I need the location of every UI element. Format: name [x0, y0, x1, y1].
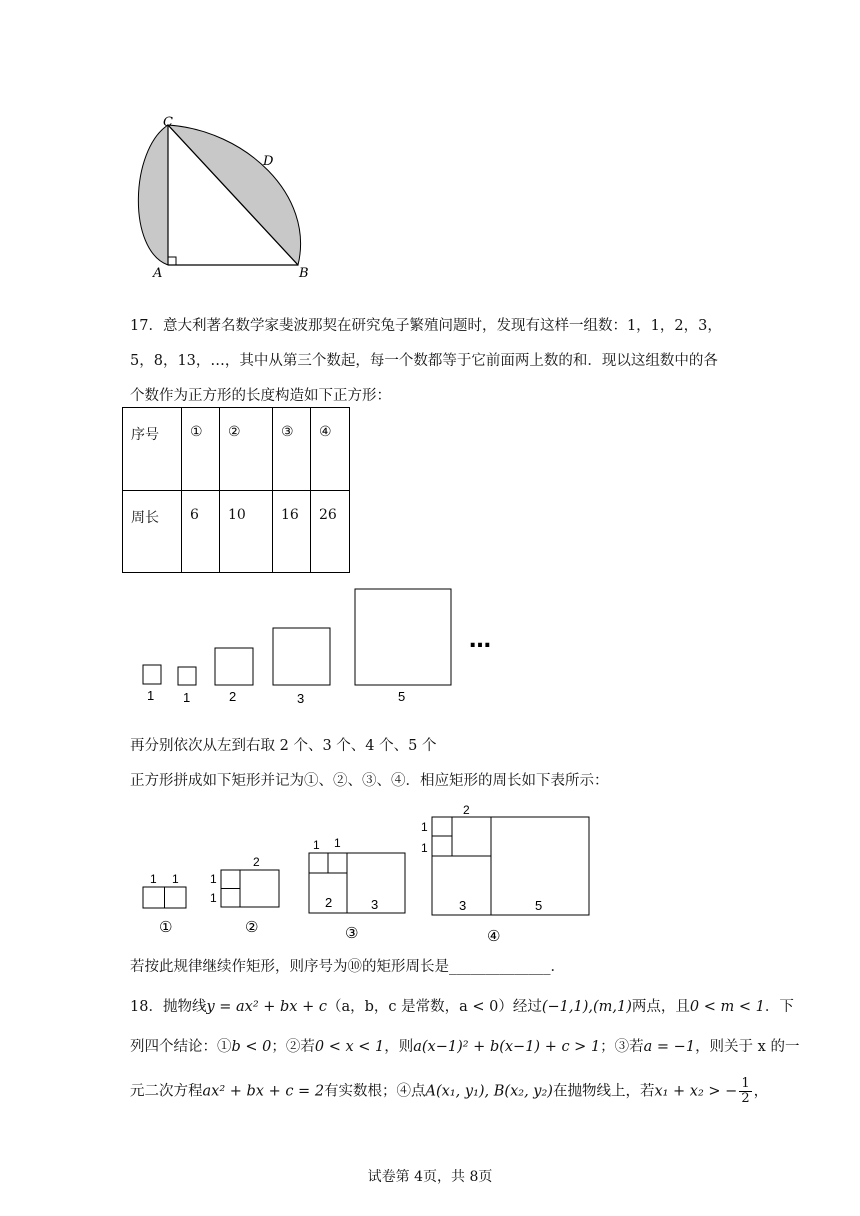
rect-label: 1: [313, 838, 320, 852]
rect-label: 1: [172, 872, 179, 886]
rect-2: [210, 855, 279, 936]
rect-label: 5: [535, 898, 543, 913]
square-label: 5: [398, 689, 406, 704]
label-a: A: [153, 266, 163, 281]
table-cell: ③: [273, 408, 311, 491]
rect-caption: ③: [345, 924, 359, 942]
q18-math: b < 0: [231, 1039, 272, 1055]
q18-line3: [130, 1077, 768, 1106]
rect-caption: ④: [487, 927, 501, 945]
triangle-arc-figure: [125, 110, 325, 295]
rect-label: 1: [210, 891, 217, 905]
table-cell: 周长: [123, 491, 182, 573]
rect-caption: ①: [159, 918, 173, 936]
table-cell: 16: [273, 491, 311, 573]
label-d: D: [263, 154, 274, 169]
square-label: 3: [297, 691, 305, 706]
table-row-perimeter: [123, 491, 350, 573]
square-3: [273, 628, 330, 685]
q18-line2: [130, 1037, 799, 1057]
q18-math: 0 < x < 1: [314, 1039, 385, 1055]
q18-math: x₁ + x₂ > −: [654, 1083, 738, 1100]
table-cell: 6: [182, 491, 220, 573]
q18-math: a(x−1)² + b(x−1) + c > 1: [413, 1039, 601, 1055]
q18-line1: [130, 997, 794, 1017]
rect-label: 1: [210, 872, 217, 886]
q18-text: 两点，且: [631, 999, 690, 1015]
rect-label: 2: [253, 855, 260, 869]
rect-3: [309, 836, 405, 942]
q18-text: 18．抛物线: [130, 999, 207, 1015]
table-cell: ①: [182, 408, 220, 491]
q18-text: ；②若: [271, 1039, 315, 1055]
q17-line1: 17．意大利著名数学家斐波那契在研究兔子繁殖问题时，发现有这样一组数：1，1，2，3，: [130, 318, 722, 334]
rect-label: 2: [325, 895, 333, 910]
rect-label: 1: [334, 836, 341, 850]
rect-label: 1: [421, 820, 428, 834]
fibonacci-rectangles-figure: [135, 800, 595, 950]
q18-math: A(x₁, y₁), B(x₂, y₂): [425, 1083, 553, 1100]
square-1b: [178, 667, 196, 685]
q17-question: 若按此规律继续作矩形，则序号为⑩的矩形周长是______________．: [130, 959, 565, 975]
square-label: 2: [229, 689, 237, 704]
table-row-index: [123, 408, 350, 491]
q18-text: 在抛物线上，若: [552, 1083, 655, 1100]
q18-condition: 0 < m < 1: [689, 999, 765, 1015]
rect-label: 1: [150, 872, 157, 886]
page-footer: 试卷第 4页，共 8页: [367, 1169, 493, 1185]
q17-line4: 再分别依次从左到右取 2 个、3 个、4 个、5 个: [130, 738, 437, 754]
rect-caption: ②: [245, 918, 259, 936]
q17-line5: 正方形拼成如下矩形并记为①、②、③、④．相应矩形的周长如下表所示：: [130, 773, 609, 789]
rect-label: 1: [421, 841, 428, 855]
q17-line3: 个数作为正方形的长度构造如下正方形：: [130, 388, 391, 404]
q18-math: ax² + bx + c = 2: [202, 1083, 325, 1100]
fraction: [739, 1077, 751, 1106]
label-c: C: [163, 115, 173, 130]
square-label: 1: [147, 688, 155, 703]
table-cell: 10: [220, 491, 273, 573]
table-cell: ④: [311, 408, 350, 491]
q18-text: ，则: [384, 1039, 414, 1055]
fibonacci-squares-figure: [135, 585, 515, 710]
q17-line2: 5，8，13，…，其中从第三个数起，每一个数都等于它前面两上数的和．现以这组数中的各: [130, 353, 718, 369]
q18-text: 有实数根；④点: [324, 1083, 426, 1100]
rect-1: [143, 872, 186, 936]
rect-4: [421, 803, 589, 945]
table-cell: 26: [311, 491, 350, 573]
q18-math: a = −1: [643, 1039, 696, 1055]
label-b: B: [299, 266, 309, 281]
q18-text: ，则关于 x 的一: [695, 1039, 800, 1055]
q18-text: ；③若: [600, 1039, 644, 1055]
square-label: 1: [183, 690, 191, 705]
perimeter-table: [122, 407, 350, 573]
rect-label: 3: [459, 898, 467, 913]
square-1a: [143, 665, 161, 684]
fraction-denominator: 2: [741, 1091, 750, 1106]
table-cell: ②: [220, 408, 273, 491]
q18-text: ．下: [764, 999, 794, 1015]
q18-text: ，: [753, 1083, 769, 1100]
fraction-numerator: 1: [741, 1076, 750, 1091]
q18-text: 元二次方程: [130, 1083, 203, 1100]
rect-label: 2: [463, 803, 470, 817]
square-2: [215, 648, 253, 685]
square-5: [355, 589, 451, 685]
ellipsis: …: [469, 628, 491, 653]
rect-label: 3: [371, 897, 379, 912]
q18-text: （a，b，c 是常数，a < 0）经过: [326, 999, 542, 1015]
q18-points: (−1,1),(m,1): [541, 999, 632, 1015]
table-cell: 序号: [123, 408, 182, 491]
q18-equation: y = ax² + bx + c: [206, 999, 327, 1015]
q18-text: 列四个结论：①: [130, 1039, 232, 1055]
